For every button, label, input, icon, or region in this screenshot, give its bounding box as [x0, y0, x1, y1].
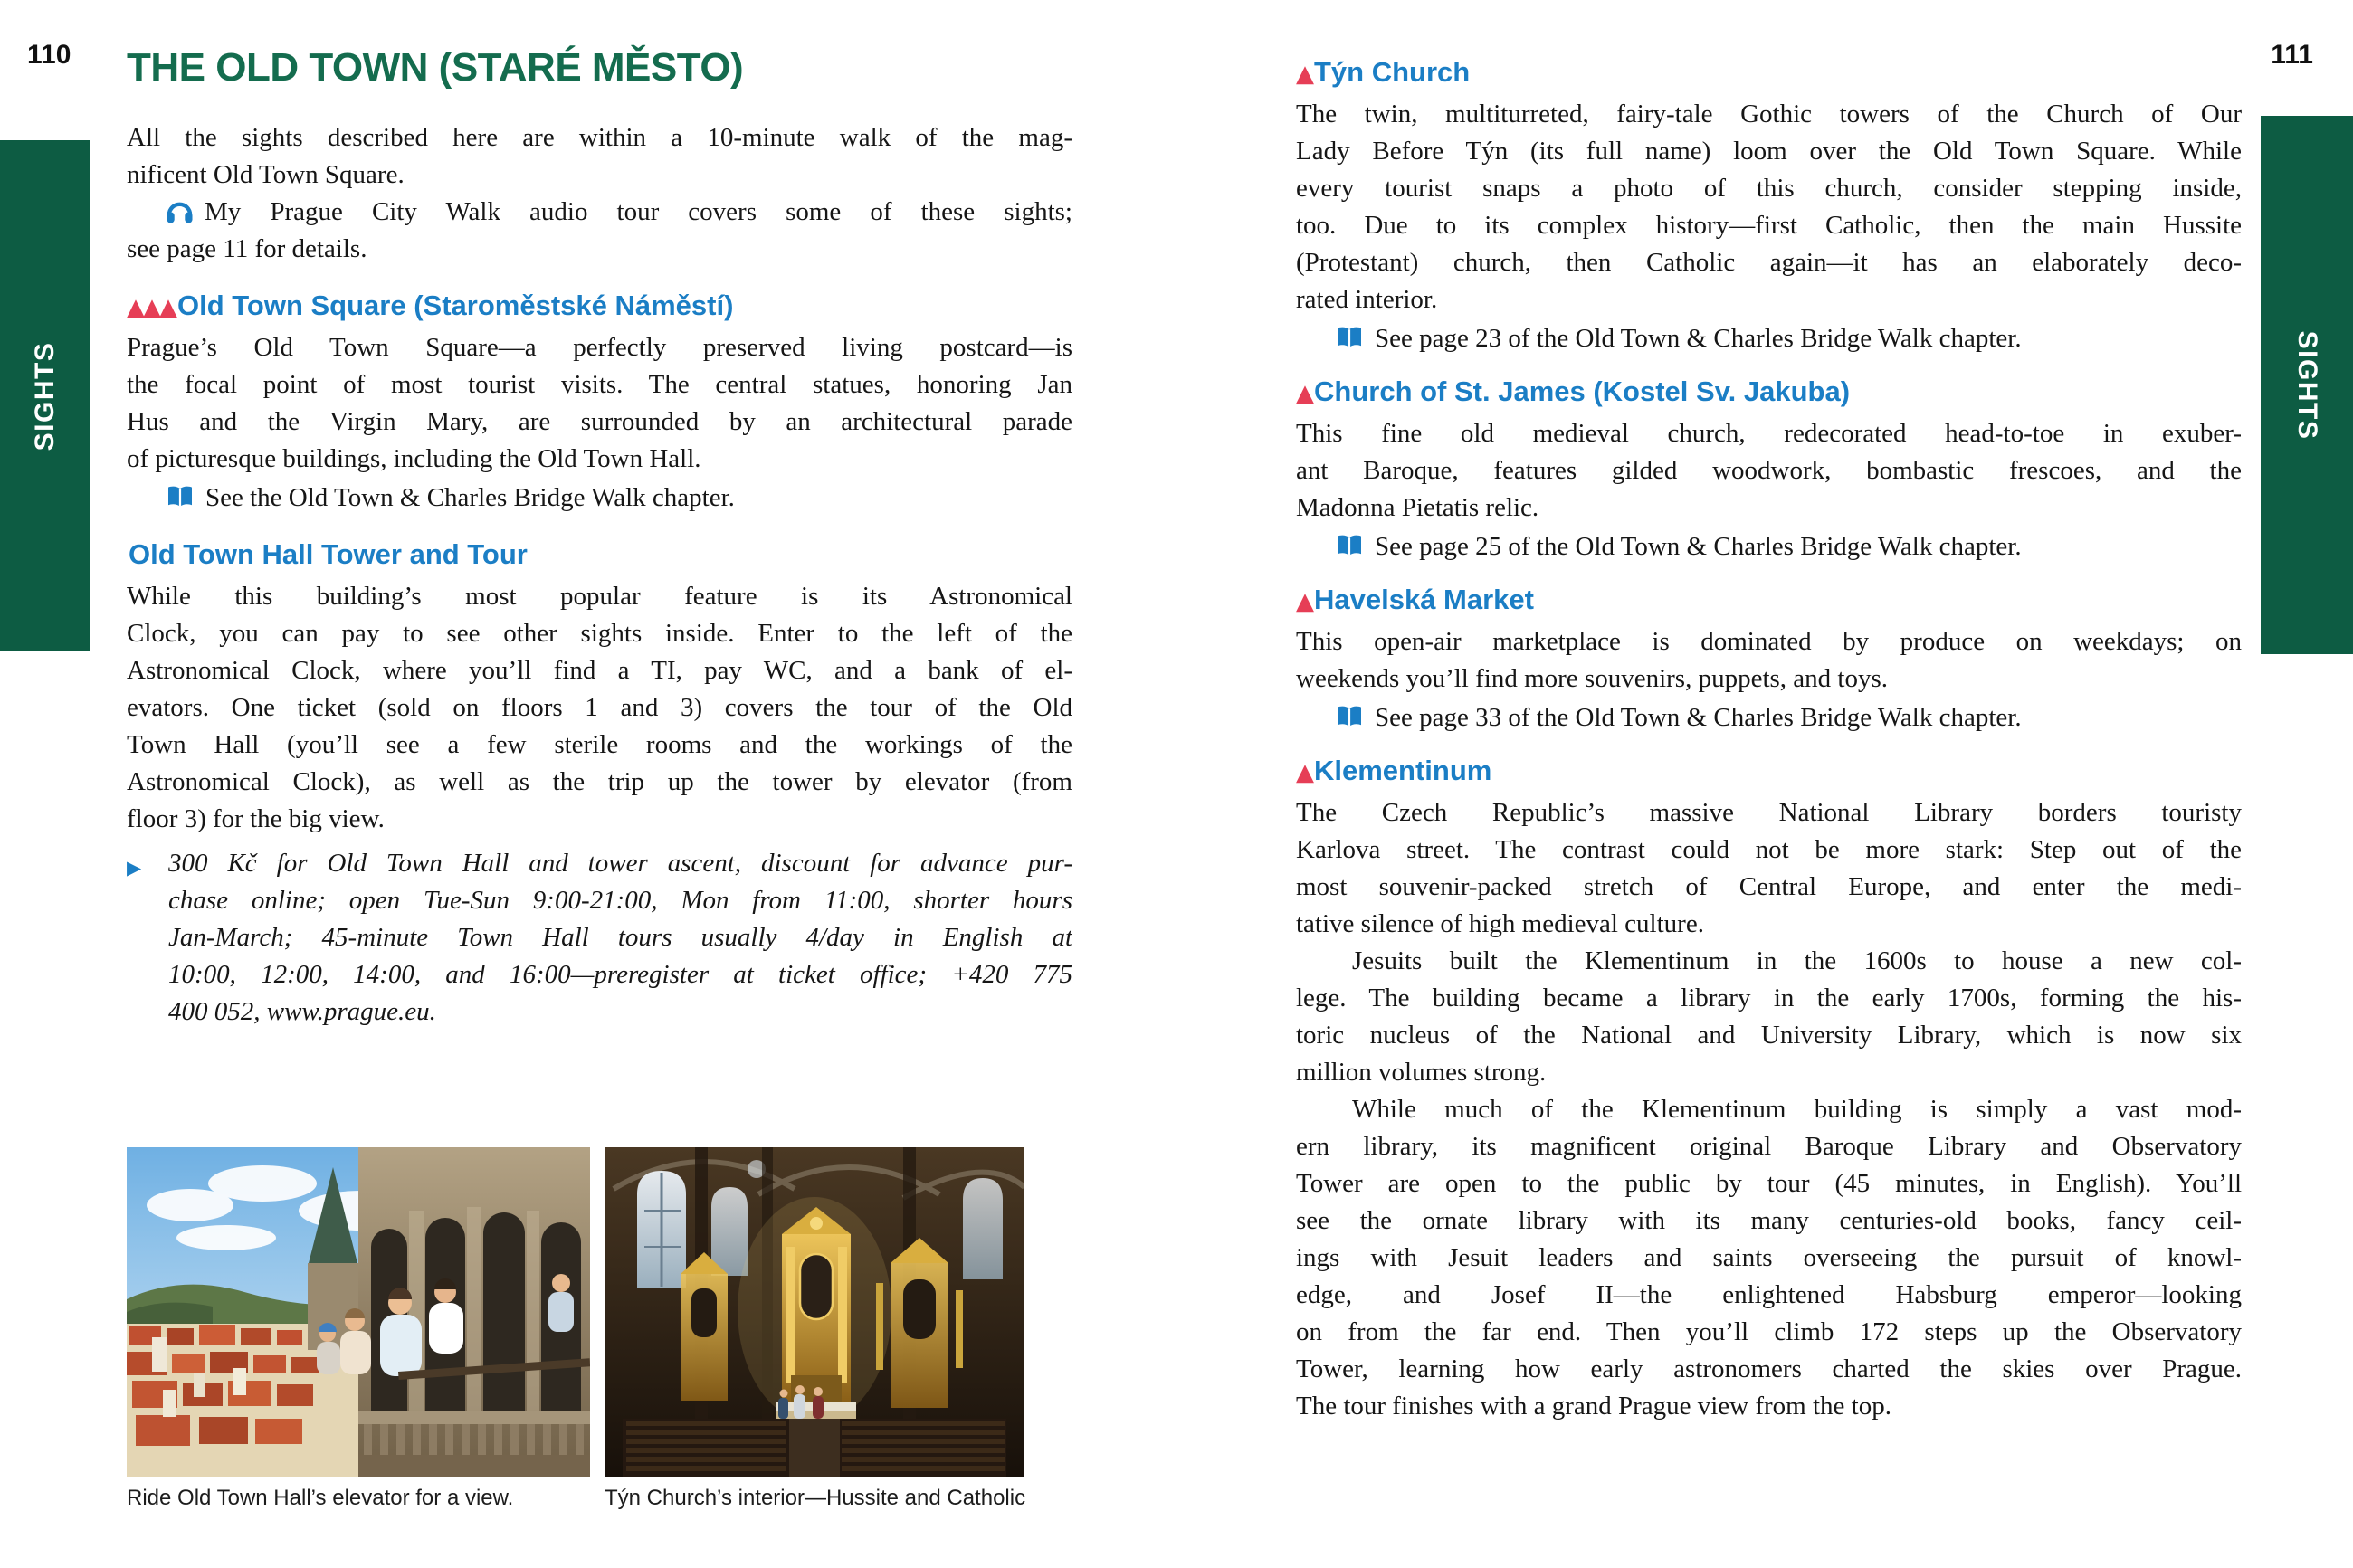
intro-paragraph: [127, 119, 1072, 194]
text-line: Astronomical Clock, where you’ll find a TI, pay WC, and a bank of el-: [127, 656, 1072, 685]
section-title: Church of St. James (Kostel Sv. Jakuba): [1314, 375, 1851, 407]
text-line: chase online; open Tue-Sun 9:00-21:00, Mon from 11:00, shorter hours: [168, 886, 1072, 915]
practical-details-text: [168, 845, 1072, 1031]
audio-tour-text: My Prague City Walk audio tour covers some of these sights;: [205, 197, 1072, 226]
text-line: on from the far end. Then you’ll climb 172 steps up the Observatory: [1296, 1317, 2242, 1346]
headphones-icon: [165, 198, 195, 224]
text-line: ings with Jesuit leaders and saints overseeing the pursuit of knowl-: [1296, 1243, 2242, 1272]
photo-interior-illustration: [605, 1147, 1024, 1477]
text-line: the focal point of most tourist visits. The central statues, honoring Jan: [127, 370, 1072, 399]
text-line: most souvenir-packed stretch of Central Europe, and enter the medi-: [1296, 872, 2242, 901]
st-james-paragraph: [1296, 415, 2242, 527]
klementinum-paragraph-2: [1296, 943, 2242, 1091]
text-line: Prague’s Old Town Square—a perfectly preserved living postcard—is: [127, 333, 1072, 362]
text-line: rated interior.: [1296, 285, 1438, 314]
text-line: toric nucleus of the National and University Library, which is now six: [1296, 1021, 2242, 1050]
photo-tyn-church-interior: [605, 1147, 1024, 1477]
text-line: The Czech Republic’s massive National Library borders touristy: [1296, 798, 2242, 827]
sights-tab-left: [0, 140, 90, 651]
klementinum-paragraph-3: [1296, 1091, 2242, 1425]
text-line: This open-air marketplace is dominated by produce on weekdays; on: [1296, 627, 2242, 656]
text-line: tative silence of high medieval culture.: [1296, 909, 1704, 938]
text-line: Town Hall (you’ll see a few sterile rooms and the workings of the: [127, 730, 1072, 759]
rating-triangles: ▲: [1296, 380, 1312, 407]
page-title: THE OLD TOWN (STARÉ MĚSTO): [127, 45, 744, 90]
section-title: Klementinum: [1314, 755, 1492, 786]
cross-reference-text: See page 23 of the Old Town & Charles Bridge Walk chapter.: [1375, 324, 2022, 353]
open-book-icon: [1336, 534, 1363, 557]
section-title: Old Town Hall Tower and Tour: [129, 538, 528, 570]
rating-triangles: ▲: [1296, 759, 1312, 786]
section-heading-st-james: [1296, 374, 2242, 412]
cross-reference: [1296, 699, 2242, 736]
cross-reference: [127, 480, 1072, 517]
text-line: 10:00, 12:00, 14:00, and 16:00—preregister at ticket office; +420 775: [168, 960, 1072, 989]
text-line: see the ornate library with its many centuries-old books, fancy ceil-: [1296, 1206, 2242, 1235]
photo-caption-left: Ride Old Town Hall’s elevator for a view.: [127, 1486, 514, 1510]
text-line: ant Baroque, features gilded woodwork, bombastic frescoes, and the: [1296, 456, 2242, 485]
audio-tour-text-2: see page 11 for details.: [127, 234, 367, 263]
text-line: While this building’s most popular feature is its Astronomical: [127, 582, 1072, 611]
text-line: Jesuits built the Klementinum in the 1600s to house a new col-: [1352, 946, 2242, 975]
text-line: million volumes strong.: [1296, 1058, 1547, 1087]
text-line: 400 052, www.prague.eu.: [168, 997, 436, 1026]
text-line: of picturesque buildings, including the Old Town Hall.: [127, 444, 701, 473]
left-page-column: [127, 45, 1072, 1031]
audio-tour-line: [127, 194, 1072, 231]
page-number-left: 110: [27, 40, 71, 70]
open-book-icon: [167, 485, 194, 508]
havelska-market-paragraph: [1296, 623, 2242, 698]
text-line: While much of the Klementinum building is simply a vast mod-: [1352, 1095, 2242, 1124]
old-town-hall-paragraph: [127, 578, 1072, 838]
text-line: Karlova street. The contrast could not be more stark: Step out of the: [1296, 835, 2242, 864]
section-heading-havelska-market: [1296, 582, 2242, 620]
text-line: Tower are open to the public by tour (45 minutes, in English). You’ll: [1296, 1169, 2242, 1198]
text-line: lege. The building became a library in the early 1700s, forming the his-: [1296, 984, 2242, 1012]
text-line: Hus and the Virgin Mary, are surrounded by an architectural parade: [127, 407, 1072, 436]
text-line: evators. One ticket (sold on floors 1 and 3) covers the tour of the Old: [127, 693, 1072, 722]
photo-caption-right: Týn Church’s interior—Hussite and Catholic: [605, 1486, 1026, 1510]
text-line: Astronomical Clock), as well as the trip up the tower by elevator (from: [127, 767, 1072, 796]
photo-old-town-hall-balcony: [127, 1147, 590, 1477]
cross-reference: [1296, 528, 2242, 565]
right-page-column: [1296, 54, 2242, 1425]
text-line: edge, and Josef II—the enlightened Habsburg emperor—looking: [1296, 1280, 2242, 1309]
old-town-square-paragraph: [127, 329, 1072, 478]
text-line: All the sights described here are within a 10-minute walk of the mag-: [127, 123, 1072, 152]
text-line: Jan-March; 45-minute Town Hall tours usually 4/day in English at: [168, 923, 1072, 952]
cross-reference-text: See the Old Town & Charles Bridge Walk chapter.: [205, 483, 735, 512]
text-line: Tower, learning how early astronomers charted the skies over Prague.: [1296, 1354, 2242, 1383]
bullet-triangle-icon: ▶: [127, 857, 142, 879]
text-line: every tourist snaps a photo of this church, consider stepping inside,: [1296, 174, 2242, 203]
cross-reference-text: See page 25 of the Old Town & Charles Bridge Walk chapter.: [1375, 532, 2022, 561]
rating-triangles: ▲: [1296, 588, 1312, 615]
section-heading-tyn-church: [1296, 54, 2242, 92]
section-title: Havelská Market: [1314, 584, 1534, 615]
sights-tab-right-label: SIGHTS: [2292, 330, 2322, 440]
rating-triangles: ▲▲▲: [127, 294, 176, 321]
tyn-church-paragraph: [1296, 96, 2242, 318]
cross-reference-text: See page 33 of the Old Town & Charles Bridge Walk chapter.: [1375, 703, 2022, 732]
open-book-icon: [1336, 705, 1363, 728]
text-line: Lady Before Týn (its full name) loom over the Old Town Square. While: [1296, 137, 2242, 166]
cross-reference: [1296, 320, 2242, 357]
section-heading-old-town-square: [127, 288, 1072, 326]
text-line: This fine old medieval church, redecorated head-to-toe in exuber-: [1296, 419, 2242, 448]
text-line: weekends you’ll find more souvenirs, puppets, and toys.: [1296, 664, 1889, 693]
section-heading-klementinum: [1296, 753, 2242, 791]
rating-triangles: ▲: [1296, 61, 1312, 88]
sights-tab-right: [2261, 116, 2353, 654]
text-line: The tour finishes with a grand Prague view from the top.: [1296, 1392, 1891, 1421]
section-title: Týn Church: [1314, 56, 1471, 88]
text-line: 300 Kč for Old Town Hall and tower ascent, discount for advance pur-: [168, 849, 1072, 878]
text-line: (Protestant) church, then Catholic again—it has an elaborately deco-: [1296, 248, 2242, 277]
open-book-icon: [1336, 326, 1363, 349]
text-line: floor 3) for the big view.: [127, 804, 385, 833]
text-line: The twin, multiturreted, fairy-tale Gothic towers of the Church of Our: [1296, 100, 2242, 128]
text-line: Madonna Pietatis relic.: [1296, 493, 1539, 522]
photo-balcony-illustration: [127, 1147, 590, 1477]
text-line: too. Due to its complex history—first Catholic, then the main Hussite: [1296, 211, 2242, 240]
page-number-right: 111: [2271, 40, 2313, 70]
sights-tab-left-label: SIGHTS: [30, 341, 60, 451]
section-heading-old-town-hall: [127, 537, 1072, 575]
text-line: ern library, its magnificent original Baroque Library and Observatory: [1296, 1132, 2242, 1161]
audio-tour-paragraph: [127, 194, 1072, 268]
klementinum-paragraph-1: [1296, 794, 2242, 943]
section-title: Old Town Square (Staroměstské Náměstí): [177, 290, 734, 321]
text-line: Clock, you can pay to see other sights inside. Enter to the left of the: [127, 619, 1072, 648]
practical-details: [127, 845, 1072, 1031]
text-line: nificent Old Town Square.: [127, 160, 405, 189]
